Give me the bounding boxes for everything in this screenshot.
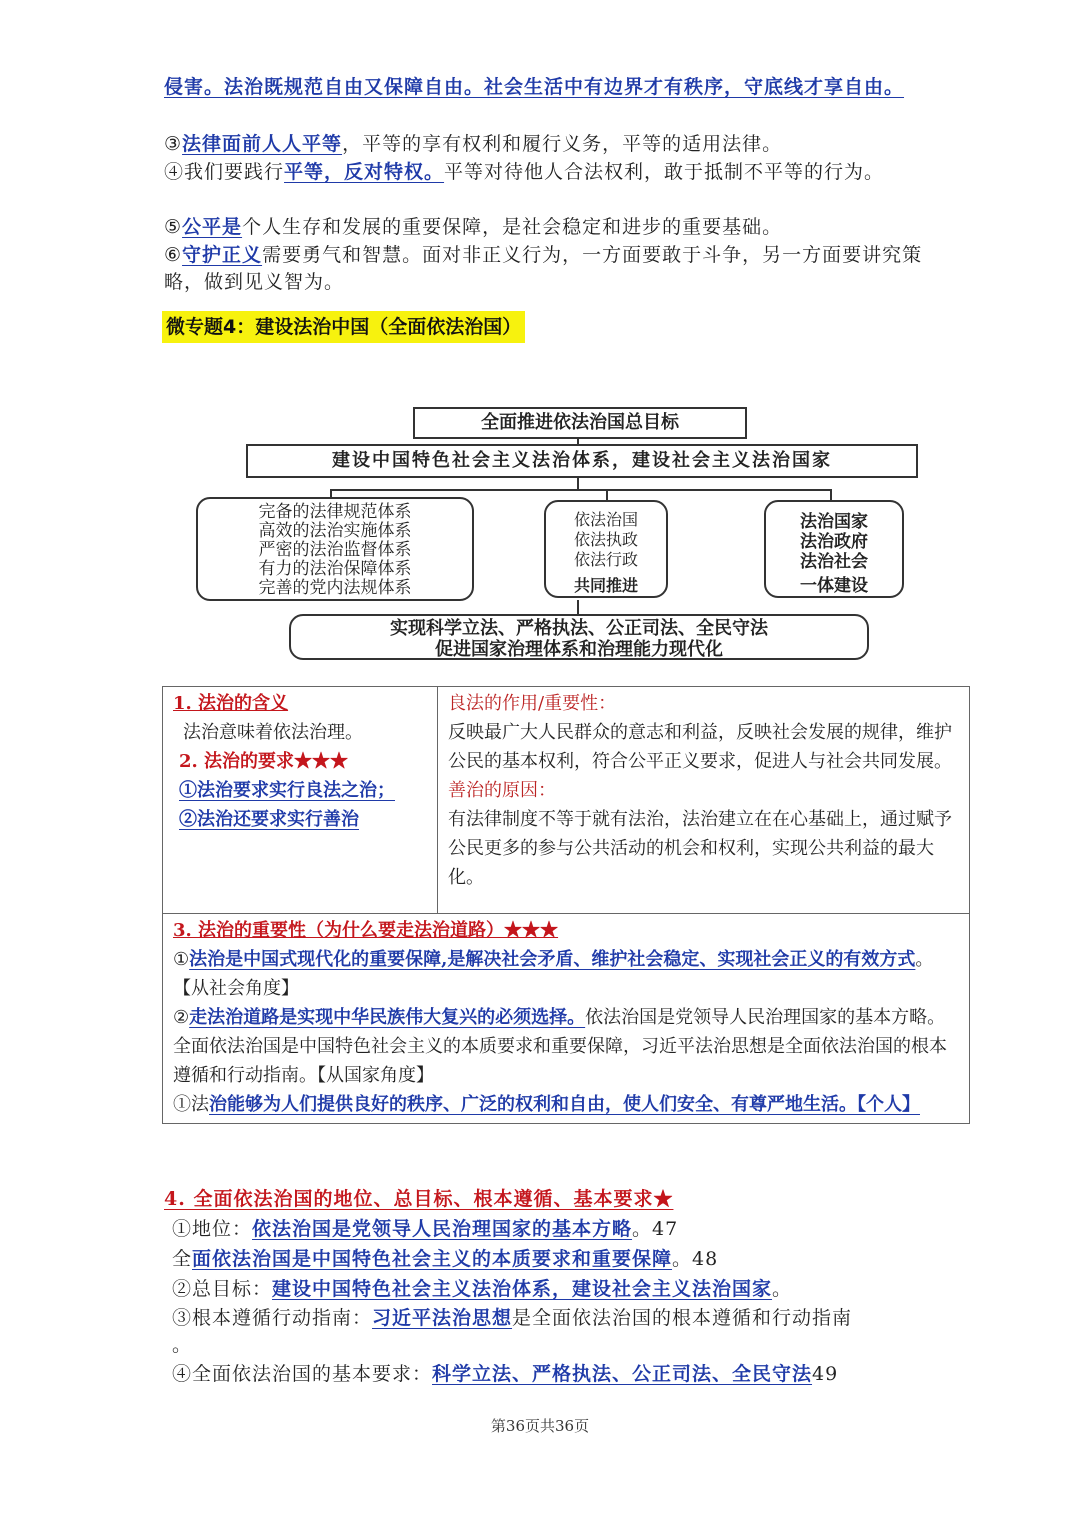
connector [577, 600, 579, 614]
continuation-link: 侵害。法治既规范自由又保障自由。社会生活中有边界才有秩序，守底线才享自由。 [164, 76, 905, 98]
section-title: 微专题4：建设法治中国（全面依法治国） [162, 311, 525, 343]
connector [330, 489, 830, 491]
importance-3-link: 治能够为人们提供良好的秩序、广泛的权利和自由，使人们安全、有尊严地生活。【个人】 [209, 1094, 920, 1115]
left-cell [163, 687, 438, 914]
right-item: 法治政府 [800, 532, 868, 552]
point-6-link: 守护正义 [182, 244, 263, 266]
s4-line-2: 全面依法治国是中国特色社会主义的本质要求和重要保障。48 [172, 1248, 719, 1270]
page-footer: 第36页共36页 [490, 1417, 590, 1435]
good-law-heading: 良法的作用/重要性： [448, 693, 617, 714]
systems-box [196, 497, 474, 601]
s4-line-1: ①地位：依法治国是党领导人民治理国家的基本方略。47 [172, 1218, 679, 1240]
requirement-1: ①法治要求实行良法之治； [179, 780, 395, 801]
mid-bottom: 共同推进 [573, 576, 638, 595]
point-5-link: 公平是 [182, 216, 243, 238]
requirements-heading: 2. 法治的要求★★★ [179, 751, 349, 772]
point-4-link: 平等，反对特权。 [284, 161, 445, 183]
mid-item: 依法治国 [573, 510, 638, 529]
importance-2-link: 走法治道路是实现中华民族伟大复兴的必须选择。 [189, 1007, 586, 1028]
meaning-heading: 1. 法治的含义 [173, 693, 289, 714]
s4-line-4: ③根本遵循行动指南：习近平法治思想是全面依法治国的根本遵循和行动指南 。 [172, 1307, 853, 1356]
right-item: 法治社会 [800, 552, 868, 572]
importance-1-link: 法治是中国式现代化的重要保障,是解决社会矛盾、维护社会稳定、实现社会正义的有效方式 [189, 949, 916, 970]
point-3-link: 法律面前人人平等 [182, 133, 343, 155]
s4-heading: 4. 全面依法治国的地位、总目标、根本遵循、基本要求★ [164, 1188, 674, 1210]
s4-line-3: ②总目标：建设中国特色社会主义法治体系，建设社会主义法治国家。 [172, 1278, 793, 1300]
mid-item: 依法行政 [573, 550, 638, 569]
point-5: ⑤公平是个人生存和发展的重要保障，是社会稳定和进步的重要基础。 [164, 216, 783, 238]
integrated-build-box [764, 500, 904, 598]
point-4: ④我们要践行平等，反对特权。平等对待他人合法权利，敢于抵制不平等的行为。 [164, 161, 885, 183]
s4-line-5: ④全面依法治国的基本要求：科学立法、严格执法、公正司法、全民守法49 [172, 1363, 839, 1385]
system-item: 高效的法治实施体系 [258, 521, 412, 541]
right-cell [438, 687, 970, 914]
importance-heading: 3. 法治的重要性（为什么要走法治道路）★★★ [173, 920, 559, 941]
good-law-text: 反映最广大人民群众的意志和利益，反映社会发展的规律，维护公民的基本权利，符合公平正义要求，促进人与社会共同发展。 [448, 722, 952, 772]
goal-box: 全面推进依法治国总目标 [413, 407, 747, 439]
table-row [163, 687, 970, 914]
importance-cell: 3. 法治的重要性（为什么要走法治道路）★★★ ①法治是中国式现代化的重要保障,是解决社会矛盾、维护社会稳定、实现社会正义的有效方式。【从社会角度】 ②走法治道路是实现中华民族伟大复兴的必须选择。依法治国是党领导人民治理国家的基本方略。全面依法治国是中国特色社会主义的本质要求和重要保障，习近平法治思想是全面依法治国的根本遵循和行动指南。【从国家角度】 ①法治能够为人们提供良好的秩序、广泛的权利和自由，使人们安全、有尊严地生活。【个人】 [163, 914, 970, 1124]
system-item: 完备的法律规范体系 [258, 502, 412, 522]
requirement-2: ②法治还要求实行善治 [179, 809, 359, 830]
outcome-box [289, 614, 869, 660]
good-governance-heading: 善治的原因： [448, 780, 556, 801]
right-item: 法治国家 [800, 512, 868, 532]
advance-together-box [544, 500, 668, 598]
table-row [163, 914, 970, 1124]
system-item: 完善的党内法规体系 [258, 578, 412, 598]
meaning-text: 法治意味着依法治理。 [183, 722, 363, 743]
point-6: ⑥守护正义需要勇气和智慧。面对非正义行为，一方面要敢于斗争，另一方面要讲究策略，做到见义智为。 [164, 244, 923, 293]
outcome-line-2: 促进国家治理体系和治理能力现代化 [435, 639, 723, 660]
continuation-text [164, 74, 924, 101]
good-governance-text: 有法律制度不等于就有法治，法治建立在在心基础上，通过赋予公民更多的参与公共活动的机会和权利，实现公共利益的最大化。 [448, 809, 952, 888]
mid-item: 依法执政 [573, 530, 638, 549]
connector [577, 476, 579, 490]
right-bottom: 一体建设 [800, 576, 868, 596]
system-item: 有力的法治保障体系 [258, 559, 412, 579]
system-item: 严密的法治监督体系 [258, 540, 412, 560]
rule-of-law-table [162, 686, 970, 1124]
main-goal-box: 建设中国特色社会主义法治体系，建设社会主义法治国家 [246, 444, 918, 478]
point-3: ③法律面前人人平等，平等的享有权利和履行义务，平等的适用法律。 [164, 133, 783, 155]
outcome-line-1: 实现科学立法、严格执法、公正司法、全民守法 [390, 618, 768, 639]
